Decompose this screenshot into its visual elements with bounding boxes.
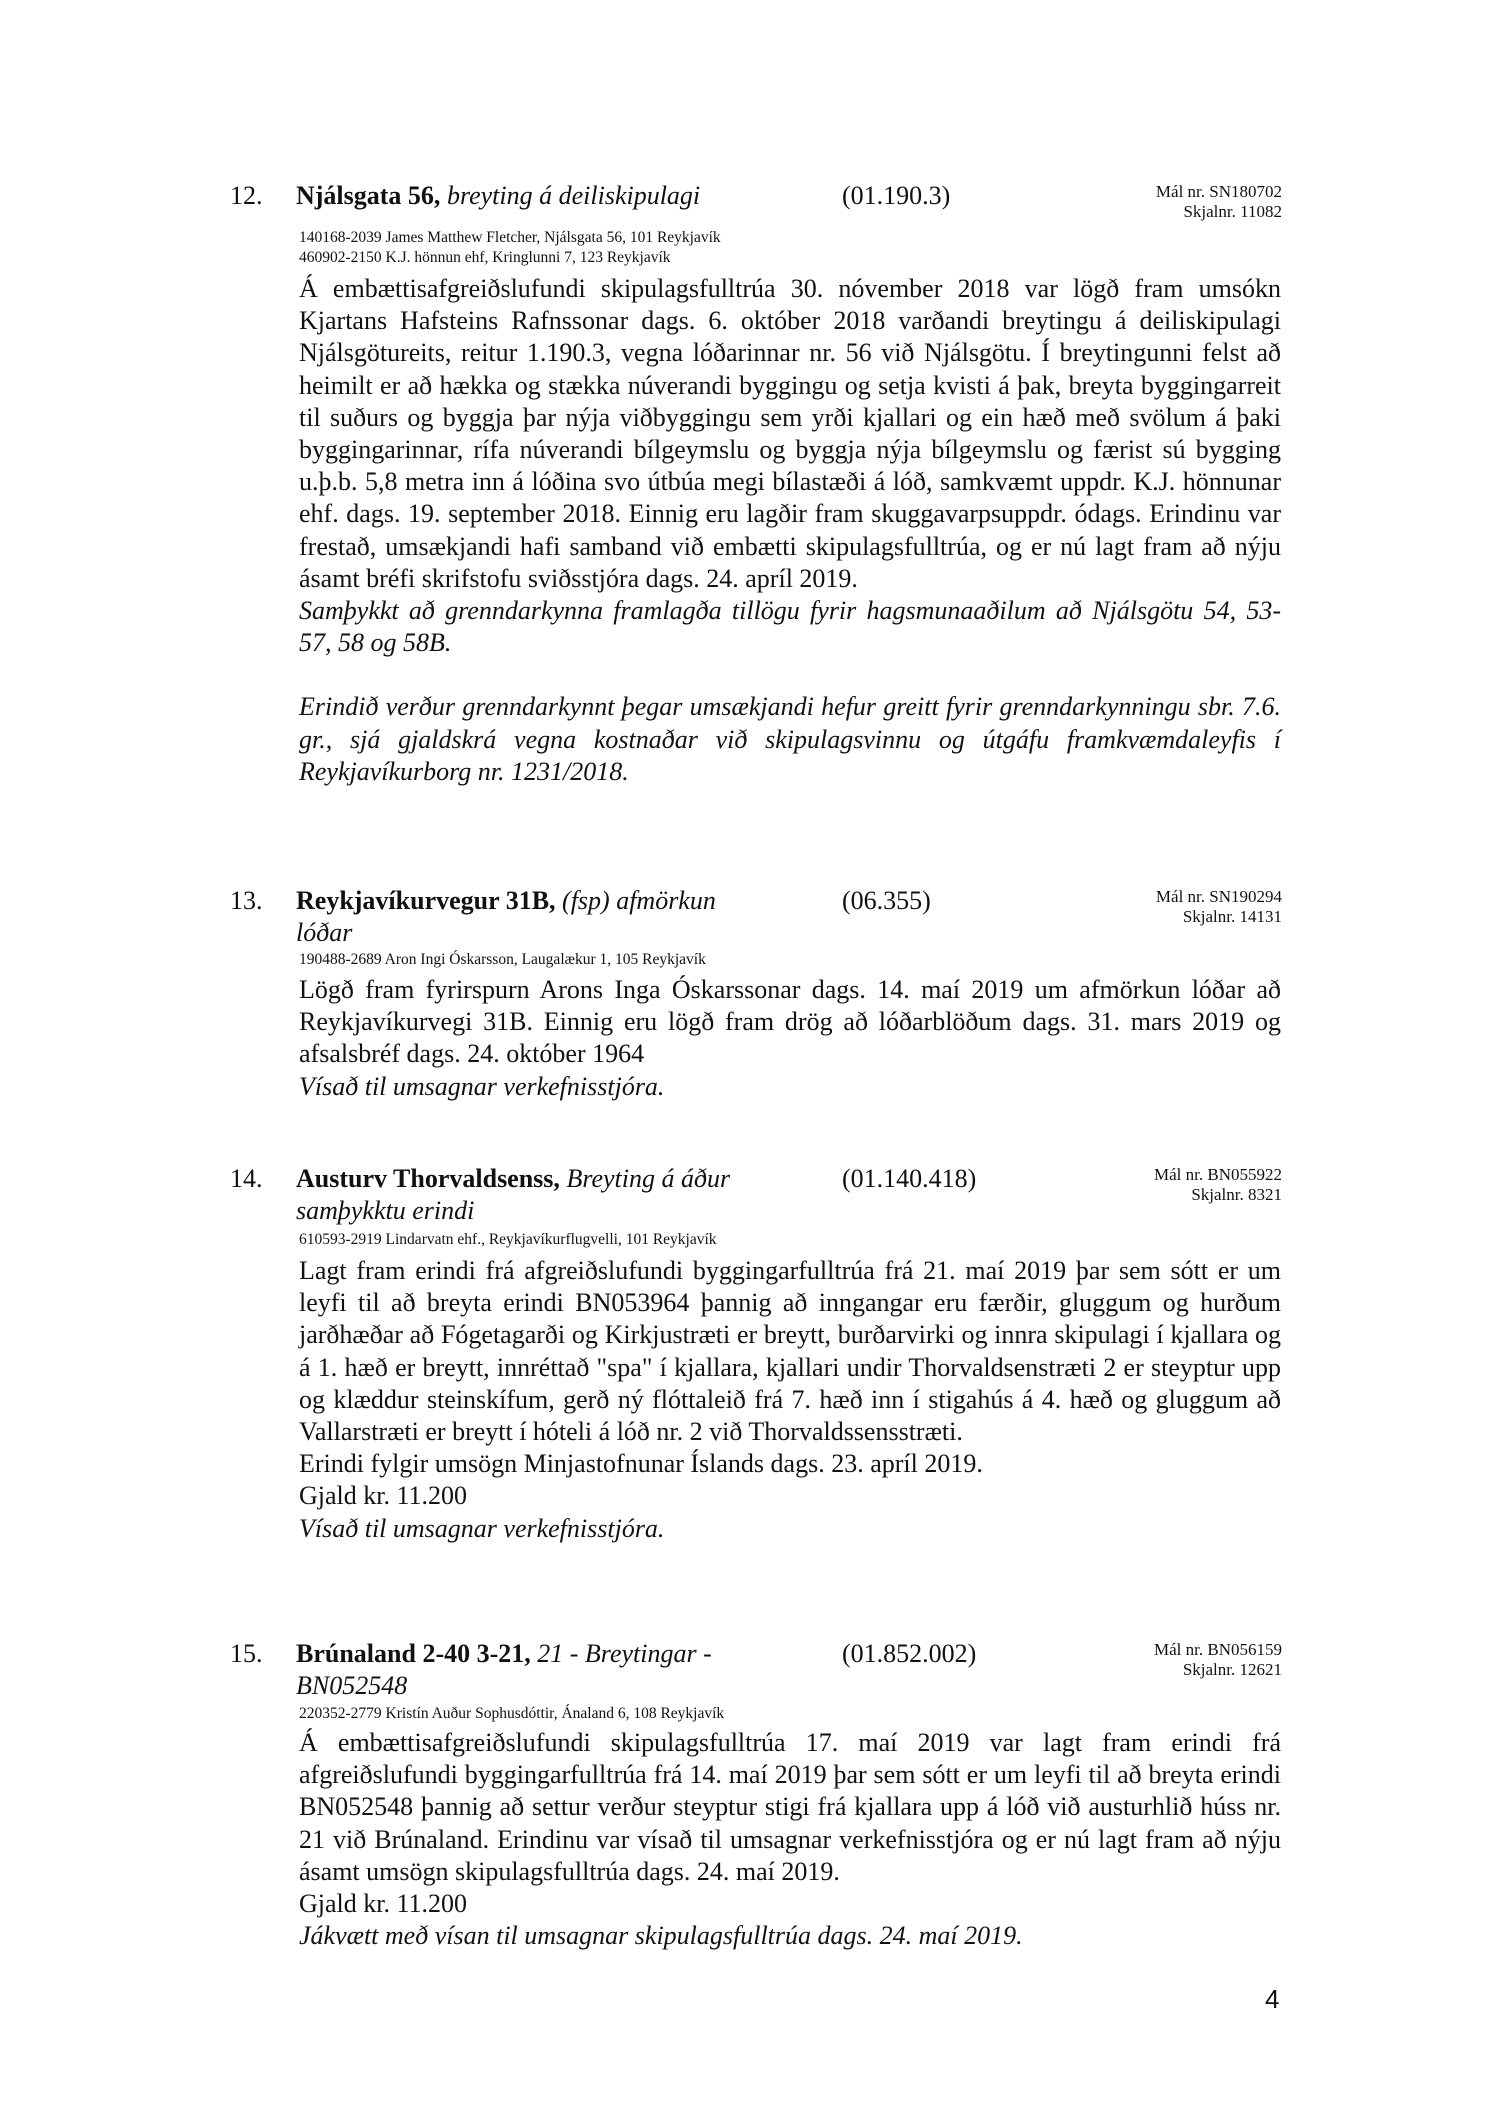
case-numbers [1156, 182, 1282, 222]
item-body [299, 1727, 1281, 1952]
item-title [296, 180, 776, 212]
item-fee: Gjald kr. 11.200 [299, 1889, 468, 1919]
parties [299, 228, 721, 268]
parties [299, 1704, 724, 1724]
item-decision: Vísað til umsagnar verkefnisstjóra. [299, 1071, 665, 1101]
item-number: 14. [230, 1164, 263, 1193]
item-title [296, 1163, 766, 1227]
item-title [296, 885, 766, 949]
case-number: Mál nr. BN055922 [1154, 1165, 1282, 1184]
item-plot-code: (01.852.002) [842, 1639, 977, 1668]
parties [299, 950, 706, 970]
item-title-subject: (fsp) afmörkun lóðar [296, 886, 716, 947]
item-title-address: Reykjavíkurvegur 31B, [296, 886, 556, 915]
item-title-address: Brúnaland 2-40 3-21, [296, 1639, 531, 1668]
case-numbers [1154, 1165, 1282, 1205]
item-title [296, 1638, 766, 1702]
item-number: 12. [230, 181, 263, 210]
parties [299, 1230, 717, 1250]
party: 190488-2689 Aron Ingi Óskarsson, Laugalækur 1, 105 Reykjavík [299, 951, 706, 968]
item-body [299, 273, 1281, 788]
case-numbers [1156, 887, 1282, 927]
item-plot-code: (06.355) [842, 886, 931, 915]
item-note: Erindið verður grenndarkynnt þegar umsækjandi hefur greitt fyrir grenndarkynningu sbr. 7.6. gr., sjá gjaldskrá vegna kostnaðar við skipulagsvinnu og útgáfu framkvæmdaleyfis í Reykjavíkurborg nr. 1231/2018. [299, 692, 1281, 786]
item-attachment-note: Erindi fylgir umsögn Minjastofnunar Íslands dags. 23. apríl 2019. [299, 1449, 983, 1479]
item-title-subject: breyting á deiliskipulagi [446, 181, 701, 210]
party: 610593-2919 Lindarvatn ehf., Reykjavíkurflugvelli, 101 Reykjavík [299, 1231, 717, 1248]
item-number: 15. [230, 1639, 263, 1668]
item-title-address: Njálsgata 56, [296, 181, 441, 210]
document-number: Skjalnr. 14131 [1182, 907, 1282, 926]
item-description: Lagt fram erindi frá afgreiðslufundi byggingarfulltrúa frá 21. maí 2019 þar sem sótt er um leyfi til að breyta erindi BN053964 þannig að inngangar eru færðir, gluggum og hurðum jarðhæðar að Fógetagarði og Kirkjustræti er breytt, burðarvirki og innra skipulagi í kjallara og á 1. hæð er breytt, innréttað "spa" í kjallara, kjallari undir Thorvaldsenstræti 2 er steyptur upp og klæddur steinskífum, gerð ný flóttaleið frá 7. hæð inn í stigahús á 4. hæð og gluggum að Vallarstræti er breytt í hóteli á lóð nr. 2 við Thorvaldssensstræti. [299, 1256, 1281, 1447]
item-decision: Samþykkt að grenndarkynna framlagða tillögu fyrir hagsmunaaðilum að Njálsgötu 54, 53- 57, 58 og 58B. [299, 596, 1281, 658]
item-title-subject: 21 - Breytingar - BN052548 [296, 1639, 712, 1700]
item-body [299, 1255, 1281, 1545]
item-description: Lögð fram fyrirspurn Arons Inga Óskarssonar dags. 14. maí 2019 um afmörkun lóðar að Reykjavíkurvegi 31B. Einnig eru lögð fram drög að lóðarblöðum dags. 31. mars 2019 og afsalsbréf dags. 24. október 1964 [299, 975, 1281, 1069]
item-plot-code: (01.190.3) [842, 181, 951, 210]
page-number: 4 [1265, 1984, 1280, 2014]
item-description: Á embættisafgreiðslufundi skipulagsfulltrúa 17. maí 2019 var lagt fram erindi frá afgreiðslufundi byggingarfulltrúa frá 14. maí 2019 þar sem sótt er um leyfi til að breyta erindi BN052548 þannig að settur verður steyptur stigi frá kjallara upp á lóð við austurhlið húss nr. 21 við Brúnaland. Erindinu var vísað til umsagnar verkefnisstjóra og er nú lagt fram að nýju ásamt umsögn skipulagsfulltrúa dags. 24. maí 2019. [299, 1728, 1281, 1886]
document-number: Skjalnr. 11082 [1183, 202, 1282, 221]
party: 140168-2039 James Matthew Fletcher, Njálsgata 56, 101 Reykjavík [299, 229, 721, 246]
item-body [299, 974, 1281, 1103]
document-number: Skjalnr. 8321 [1191, 1185, 1282, 1204]
item-fee: Gjald kr. 11.200 [299, 1481, 468, 1511]
document-number: Skjalnr. 12621 [1182, 1660, 1282, 1679]
case-number: Mál nr. SN180702 [1155, 182, 1282, 201]
item-number: 13. [230, 886, 263, 915]
item-description: Á embættisafgreiðslufundi skipulagsfulltrúa 30. nóvember 2018 var lögð fram umsókn Kjartans Hafsteins Rafnssonar dags. 6. október 2018 varðandi breytingu á deiliskipulagi Njálsgötureits, reitur 1.190.3, vegna lóðarinnar nr. 56 við Njálsgötu. Í breytingunni felst að heimilt er að hækka og stækka núverandi byggingu og setja kvisti á þak, breyta byggingarreit til suðurs og byggja þar nýja viðbyggingu sem yrði kjallari og ein hæð með svölum á þaki byggingarinnar, rífa núverandi bílgeymslu og byggja nýja bílgeymslu og færist sú bygging u.þ.b. 5,8 metra inn á lóðina svo útbúa megi bílastæði á lóð, samkvæmt uppdr. K.J. hönnunar ehf. dags. 19. september 2018. Einnig eru lagðir fram skuggavarpsuppdr. ódags. Erindinu var frestað, umsækjandi hafi samband við embætti skipulagsfulltrúa, og er nú lagt fram að nýju ásamt bréfi skrifstofu sviðsstjóra dags. 24. apríl 2019. [299, 274, 1281, 593]
case-numbers [1154, 1640, 1282, 1680]
item-plot-code: (01.140.418) [842, 1164, 977, 1193]
case-number: Mál nr. BN056159 [1154, 1640, 1282, 1659]
item-decision: Jákvætt með vísan til umsagnar skipulagsfulltrúa dags. 24. maí 2019. [299, 1921, 1023, 1951]
case-number: Mál nr. SN190294 [1155, 887, 1282, 906]
party: 460902-2150 K.J. hönnun ehf, Kringlunni 7, 123 Reykjavík [299, 249, 671, 266]
item-title-address: Austurv Thorvaldsenss, [296, 1164, 560, 1193]
item-title-subject: Breyting á áður samþykktu erindi [296, 1164, 731, 1225]
item-decision: Vísað til umsagnar verkefnisstjóra. [299, 1513, 665, 1543]
party: 220352-2779 Kristín Auður Sophusdóttir, Ánaland 6, 108 Reykjavík [299, 1705, 725, 1722]
